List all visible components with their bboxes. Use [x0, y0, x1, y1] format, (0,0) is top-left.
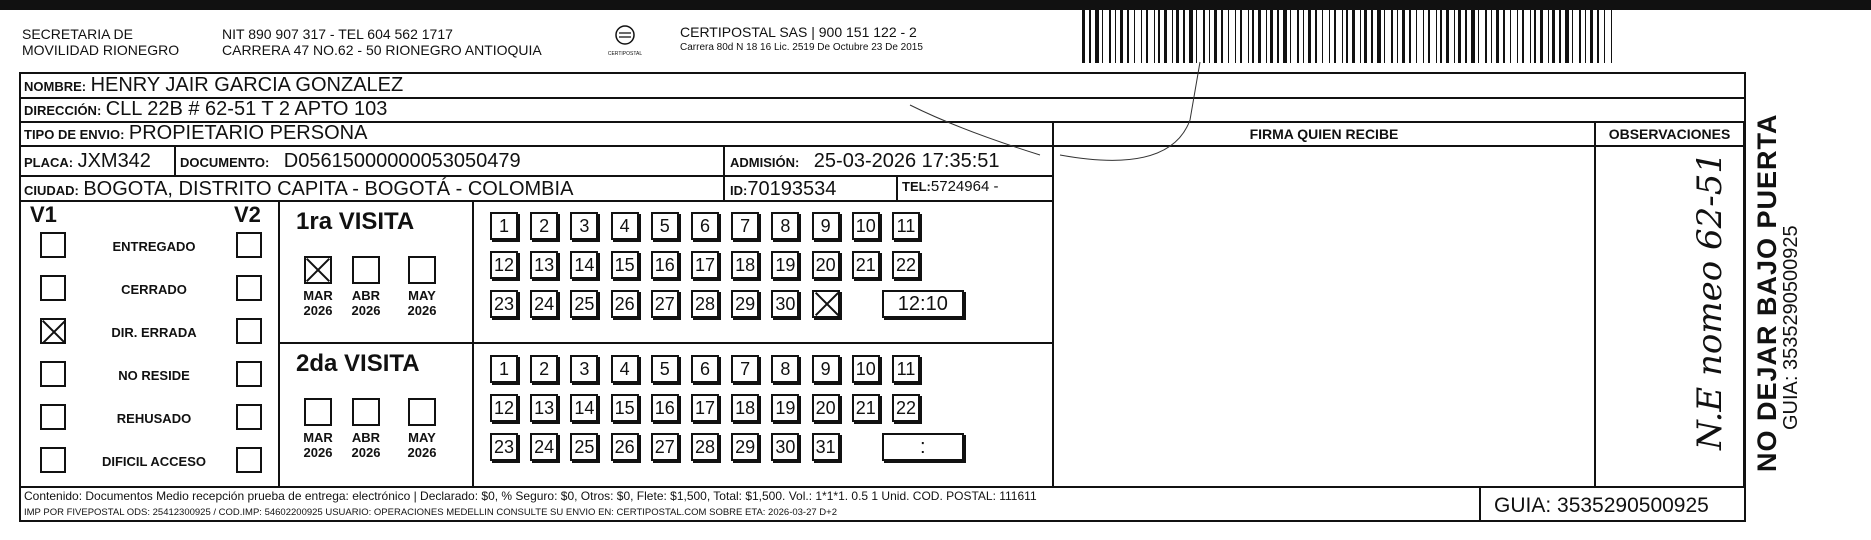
day-box[interactable]: 23	[490, 433, 518, 461]
barcode-bar	[1127, 6, 1129, 63]
barcode-bar	[1436, 6, 1437, 63]
barcode-bar	[1235, 6, 1236, 63]
city-row: CIUDAD: BOGOTA, DISTRITO CAPITA - BOGOTÁ - COLOMBIA	[24, 178, 574, 200]
day-box[interactable]: 19	[771, 394, 799, 422]
day-box[interactable]: 28	[691, 433, 719, 461]
status-option-label: ENTREGADO	[112, 239, 196, 254]
tel-row: TEL:5724964 -	[902, 178, 999, 195]
month-checkbox[interactable]	[408, 398, 436, 426]
barcode-bar	[1228, 6, 1229, 63]
barcode-bar	[1322, 6, 1323, 63]
barcode-bar	[1346, 6, 1348, 63]
barcode-bar	[1297, 6, 1299, 63]
courier-info: CERTIPOSTAL SAS | 900 151 122 - 2 Carrera 80d N 18 16 Lic. 2519 De Octubre 23 De 2015	[680, 24, 923, 53]
barcode-bar	[1134, 6, 1135, 63]
day-box[interactable]: 12	[490, 251, 518, 279]
v1-checkbox[interactable]	[40, 361, 66, 387]
day-box[interactable]: 9	[812, 355, 840, 383]
day-box[interactable]: 22	[892, 251, 920, 279]
barcode-bar	[1446, 6, 1449, 63]
barcode-bar	[1252, 6, 1254, 63]
barcode-bar	[1409, 6, 1411, 63]
day-box[interactable]: 9	[812, 212, 840, 240]
barcode-bar	[1240, 6, 1242, 63]
shipment-type-row: TIPO DE ENVIO: PROPIETARIO PERSONA	[24, 122, 368, 144]
day-box[interactable]: 26	[611, 433, 639, 461]
barcode-bar	[1115, 6, 1116, 63]
month-label: MAY 2026	[407, 430, 437, 460]
barcode-bar	[1102, 6, 1103, 63]
day-box[interactable]: 7	[731, 212, 759, 240]
barcode-bar	[1270, 6, 1273, 63]
barcode-bar	[1377, 6, 1381, 63]
recipient-name: HENRY JAIR GARCIA GONZALEZ	[90, 74, 404, 96]
day-box[interactable]: 5	[651, 212, 679, 240]
barcode-bar	[1154, 6, 1155, 63]
day-box[interactable]: 24	[530, 433, 558, 461]
day-box[interactable]: 29	[731, 433, 759, 461]
day-box[interactable]: 3	[570, 212, 598, 240]
signature-header: FIRMA QUIEN RECIBE	[1249, 126, 1399, 142]
day-box[interactable]: 8	[771, 355, 799, 383]
day-box[interactable]: 14	[570, 251, 598, 279]
day-box[interactable]: 5	[651, 355, 679, 383]
barcode-bar	[1277, 6, 1279, 63]
barcode-bar	[1290, 6, 1291, 63]
v2-checkbox[interactable]	[236, 361, 262, 387]
admission-row: ADMISIÓN: 25-03-2026 17:35:51	[730, 150, 1000, 172]
day-box[interactable]: 26	[611, 290, 639, 318]
v2-header: V2	[234, 202, 261, 227]
v2-checkbox[interactable]	[236, 447, 262, 473]
day-box[interactable]: 12	[490, 394, 518, 422]
barcode-bar	[1572, 6, 1573, 63]
barcode-bar	[1597, 6, 1599, 63]
barcode-bar	[1209, 6, 1210, 63]
day-box[interactable]: 27	[651, 290, 679, 318]
day-box[interactable]: 19	[771, 251, 799, 279]
barcode-bar	[1471, 6, 1475, 63]
day-box[interactable]: 15	[611, 394, 639, 422]
side-instruction: NO DEJAR BAJO PUERTA	[1752, 113, 1782, 472]
id-row: ID:70193534	[730, 178, 837, 200]
recipient-address-row: DIRECCIÓN: CLL 22B # 62-51 T 2 APTO 103	[24, 98, 388, 120]
status-option-label: REHUSADO	[116, 411, 192, 426]
barcode-bar	[1334, 6, 1336, 63]
month-checkbox[interactable]	[304, 398, 332, 426]
day-box[interactable]	[812, 290, 840, 318]
day-box[interactable]: 18	[731, 394, 759, 422]
day-box[interactable]: 11	[892, 212, 920, 240]
day-box[interactable]: 10	[852, 212, 880, 240]
barcode-bar	[1095, 6, 1099, 63]
month-checkbox[interactable]	[352, 398, 380, 426]
barcode-bar	[1258, 6, 1261, 63]
barcode-bar	[1485, 6, 1487, 63]
barcode-bar	[1478, 6, 1479, 63]
footer-guide: GUIA: 3535290500925	[1494, 494, 1709, 517]
barcode-bar	[1428, 6, 1430, 63]
barcode-bar	[1196, 6, 1197, 63]
barcode-bar	[1491, 6, 1492, 63]
day-box[interactable]: 31	[812, 433, 840, 461]
barcode-bar	[1590, 6, 1593, 63]
barcode-bar	[1611, 6, 1612, 63]
barcode-bar	[1221, 6, 1223, 63]
barcode-bar	[1548, 6, 1549, 63]
visit2-title: 2da VISITA	[296, 350, 420, 377]
day-box[interactable]: 13	[530, 251, 558, 279]
day-box[interactable]: 20	[812, 251, 840, 279]
v1-checkbox[interactable]	[40, 232, 66, 258]
v1-checkbox[interactable]	[40, 447, 66, 473]
day-box[interactable]: 8	[771, 212, 799, 240]
content-line: Contenido: Documentos Medio recepción prueba de entrega: electrónico | Declarado: $0, % Seguro: $0, Otros: $0, Flete: $1,500, Total: $1,500. Vol.: 1*1*1. 0.5 1 Unid. COD. POSTAL: 111611	[24, 489, 1037, 503]
shipment-type: PROPIETARIO PERSONA	[128, 122, 368, 144]
barcode-bar	[1579, 6, 1581, 63]
v1-checkbox[interactable]	[40, 318, 66, 344]
barcode-bar	[1248, 6, 1249, 63]
recipient-name-row: NOMBRE: HENRY JAIR GARCIA GONZALEZ	[24, 74, 404, 96]
v1-checkbox[interactable]	[40, 275, 66, 301]
v2-checkbox[interactable]	[236, 404, 262, 430]
barcode-bar	[1371, 6, 1373, 63]
day-box[interactable]: 16	[651, 394, 679, 422]
barcode-bar	[1342, 6, 1343, 63]
day-box[interactable]: 17	[691, 251, 719, 279]
day-box[interactable]: 30	[771, 290, 799, 318]
status-option-label: NO RESIDE	[118, 368, 190, 383]
barcode-bar	[1120, 6, 1123, 63]
month-checkbox[interactable]	[352, 256, 380, 284]
barcode-bar	[1141, 6, 1142, 63]
status-option-label: DIFICIL ACCESO	[101, 454, 206, 469]
day-box[interactable]: 23	[490, 290, 518, 318]
barcode-bar	[1266, 6, 1267, 63]
barcode-bar	[1534, 6, 1536, 63]
barcode-bar	[1503, 6, 1505, 63]
day-box[interactable]: 30	[771, 433, 799, 461]
observations-header: OBSERVACIONES	[1608, 126, 1731, 142]
day-box[interactable]: 18	[731, 251, 759, 279]
barcode-bar	[1109, 6, 1111, 63]
sender-name: SECRETARIA DE MOVILIDAD RIONEGRO	[22, 26, 180, 58]
document-row: DOCUMENTO: D05615000000053050479	[180, 150, 521, 172]
day-box[interactable]: 4	[611, 212, 639, 240]
sender-contact: NIT 890 907 317 - TEL 604 562 1717 CARRERA 47 NO.62 - 50 RIONEGRO ANTIOQUIA	[222, 26, 542, 58]
month-label: MAR 2026	[303, 430, 333, 460]
day-box[interactable]: 21	[852, 394, 880, 422]
barcode-bar	[1496, 6, 1499, 63]
day-box[interactable]: 17	[691, 394, 719, 422]
city-value: BOGOTA, DISTRITO CAPITA - BOGOTÁ - COLOMBIA	[83, 178, 574, 200]
v1-checkbox[interactable]	[40, 404, 66, 430]
barcode-bar	[1397, 6, 1398, 63]
document-value: D05615000000053050479	[283, 150, 521, 172]
barcode-bar	[1454, 6, 1455, 63]
day-box[interactable]: 1	[490, 212, 518, 240]
day-box[interactable]: 22	[892, 394, 920, 422]
day-box[interactable]: 16	[651, 251, 679, 279]
day-box[interactable]: 15	[611, 251, 639, 279]
barcode-bar	[1329, 6, 1330, 63]
barcode-bar	[1604, 6, 1605, 63]
day-box[interactable]: 4	[611, 355, 639, 383]
barcode-bar	[1360, 6, 1361, 63]
barcode-bar	[1089, 6, 1091, 63]
v2-checkbox[interactable]	[236, 232, 262, 258]
day-box[interactable]: 14	[570, 394, 598, 422]
barcode-bar	[1308, 6, 1311, 63]
barcode-bar	[1352, 6, 1355, 63]
barcode-bar	[1176, 6, 1179, 63]
barcode-bar	[1465, 6, 1467, 63]
barcode-bar	[1158, 6, 1160, 63]
barcode-bar	[1183, 6, 1185, 63]
barcode-bar	[1146, 6, 1148, 63]
barcode-bar	[1530, 6, 1531, 63]
time-box[interactable]: 12:10	[882, 290, 964, 318]
day-box[interactable]: 3	[570, 355, 598, 383]
v1-header: V1	[30, 202, 57, 227]
barcode-bar	[1565, 6, 1569, 63]
month-checkbox[interactable]	[304, 256, 332, 284]
day-box[interactable]: 11	[892, 355, 920, 383]
barcode-bar	[1172, 6, 1173, 63]
day-box[interactable]: 2	[530, 212, 558, 240]
tel-value: 5724964 -	[930, 178, 999, 195]
month-checkbox[interactable]	[408, 256, 436, 284]
v2-checkbox[interactable]	[236, 318, 262, 344]
barcode-bar	[1402, 6, 1405, 63]
day-box[interactable]: 27	[651, 433, 679, 461]
id-value: 70193534	[747, 178, 837, 200]
barcode-bar	[1164, 6, 1167, 63]
barcode-bar	[1552, 6, 1555, 63]
barcode-bar	[1510, 6, 1511, 63]
day-box[interactable]: 29	[731, 290, 759, 318]
barcode-bar	[1315, 6, 1317, 63]
fold-marks	[900, 60, 1220, 180]
day-box[interactable]: 13	[530, 394, 558, 422]
month-label: ABR 2026	[351, 288, 381, 318]
day-box[interactable]: 6	[691, 212, 719, 240]
month-label: MAY 2026	[407, 288, 437, 318]
barcode-bar	[1303, 6, 1304, 63]
barcode-bar	[1082, 6, 1085, 63]
day-box[interactable]: 24	[530, 290, 558, 318]
barcode-bar	[1423, 6, 1424, 63]
month-label: MAR 2026	[303, 288, 333, 318]
barcode-bar	[1440, 6, 1442, 63]
side-guide: GUIA: 3535290500925	[1780, 225, 1802, 430]
barcode-bar	[1384, 6, 1385, 63]
day-box[interactable]: 28	[691, 290, 719, 318]
plate-value: JXM342	[77, 150, 151, 172]
barcode-bar	[1364, 6, 1367, 63]
status-option-label: CERRADO	[121, 282, 187, 297]
admission-value: 25-03-2026 17:35:51	[813, 150, 1000, 172]
barcode-bar	[1283, 6, 1287, 63]
day-box[interactable]: 25	[570, 290, 598, 318]
day-box[interactable]: 7	[731, 355, 759, 383]
barcode-bar	[1416, 6, 1417, 63]
plate-row: PLACA: JXM342	[24, 150, 151, 172]
barcode-bar	[1585, 6, 1586, 63]
barcode-bar	[1517, 6, 1518, 63]
day-box[interactable]: 10	[852, 355, 880, 383]
barcode-bar	[1540, 6, 1543, 63]
day-box[interactable]: 25	[570, 433, 598, 461]
recipient-address: CLL 22B # 62-51 T 2 APTO 103	[105, 98, 388, 120]
barcode-bar	[1203, 6, 1205, 63]
visit1-title: 1ra VISITA	[296, 208, 415, 235]
day-box[interactable]: 2	[530, 355, 558, 383]
certipostal-logo: CERTIPOSTAL	[606, 24, 644, 62]
day-box[interactable]: 20	[812, 394, 840, 422]
day-box[interactable]: 1	[490, 355, 518, 383]
barcode-bar	[1391, 6, 1393, 63]
month-label: ABR 2026	[351, 430, 381, 460]
barcode-bar	[1559, 6, 1561, 63]
barcode-bar	[1189, 6, 1193, 63]
day-box[interactable]: 21	[852, 251, 880, 279]
barcode	[1082, 6, 1616, 63]
time-box[interactable]: :	[882, 433, 964, 461]
barcode-bar	[1458, 6, 1461, 63]
barcode-bar	[1214, 6, 1217, 63]
imp-line: IMP POR FIVEPOSTAL ODS: 25412300925 / COD.IMP: 54602200925 USUARIO: OPERACIONES MEDELLIN CONSULTE SU ENVIO EN: CERTIPOSTAL.COM SOBRE ETA: 2026-03-27 D+2	[24, 507, 837, 518]
v2-checkbox[interactable]	[236, 275, 262, 301]
barcode-bar	[1522, 6, 1524, 63]
status-option-label: DIR. ERRADA	[111, 325, 197, 340]
day-box[interactable]: 6	[691, 355, 719, 383]
